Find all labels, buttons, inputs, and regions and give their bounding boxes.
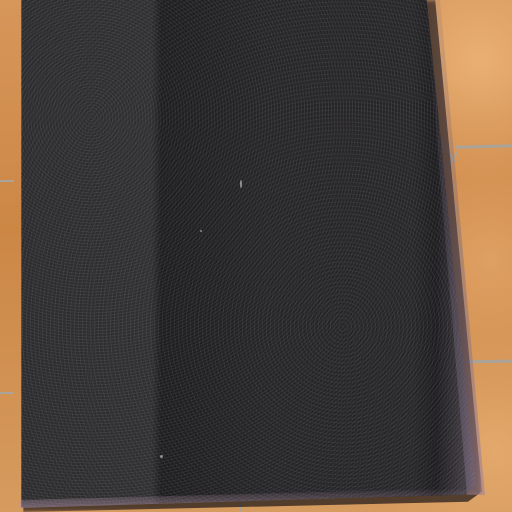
lint-speck bbox=[160, 455, 163, 458]
tile-grout-line bbox=[0, 392, 14, 394]
tile-grout-line bbox=[0, 180, 14, 182]
doormat-texture bbox=[12, 0, 478, 510]
lint-speck bbox=[200, 230, 202, 232]
lint-speck bbox=[240, 180, 242, 188]
